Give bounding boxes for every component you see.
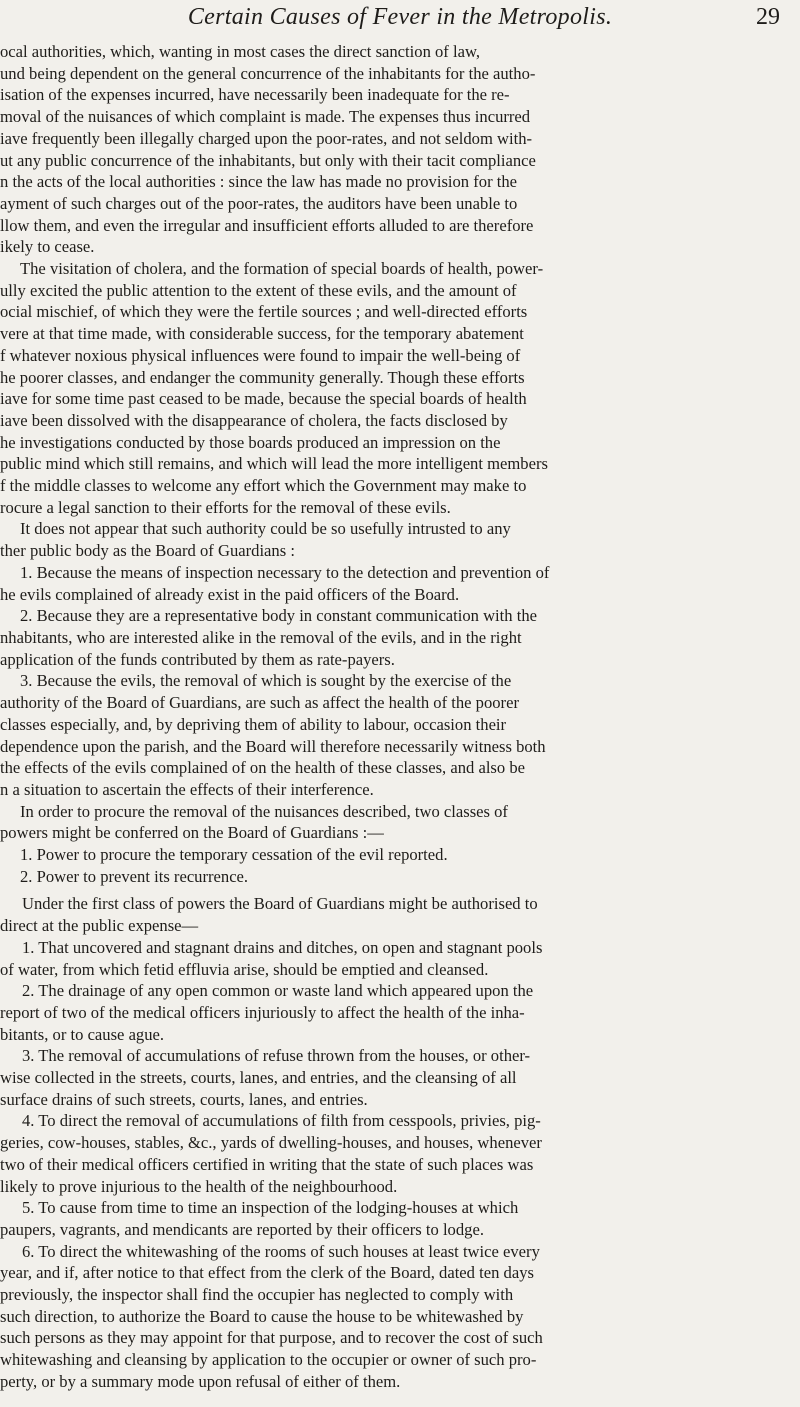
- text-line: 1. Power to procure the temporary cessation of the evil reported.: [20, 845, 448, 865]
- text-line: Under the first class of powers the Board of Guardians might be authorised to: [22, 894, 538, 914]
- text-line: classes especially, and, by depriving them of ability to labour, occasion their: [0, 714, 507, 734]
- text-line: year, and if, after notice to that effect from the clerk of the Board, dated ten days: [0, 1263, 534, 1283]
- paragraph: [0, 41, 785, 258]
- text-line: dependence upon the parish, and the Board will therefore necessarily witness both: [0, 736, 546, 756]
- text-line: 3. Because the evils, the removal of which is sought by the exercise of the: [20, 671, 512, 691]
- text-line: likely to prove injurious to the health of the neighbourhood.: [0, 1176, 398, 1196]
- text-line: iave frequently been illegally charged upon the poor-rates, and not seldom with-: [0, 128, 533, 148]
- text-line: 3. The removal of accumulations of refuse thrown from the houses, or other-: [22, 1046, 531, 1066]
- text-line: moval of the nuisances of which complaint is made. The expenses thus incurred: [0, 107, 531, 127]
- paragraph: [0, 670, 785, 800]
- text-line: vere at that time made, with considerable success, for the temporary abatement: [0, 324, 524, 344]
- text-line: iave for some time past ceased to be made, because the special boards of health: [0, 389, 527, 409]
- text-line: two of their medical officers certified in writing that the state of such places was: [0, 1154, 534, 1174]
- paragraph: [0, 1110, 785, 1197]
- text-line: 2. Because they are a representative body in constant communication with the: [20, 606, 537, 626]
- text-line: In order to procure the removal of the nuisances described, two classes of: [20, 801, 508, 821]
- text-line: n the acts of the local authorities : since the law has made no provision for the: [0, 172, 518, 192]
- text-line: previously, the inspector shall find the occupier has neglected to comply with: [0, 1285, 514, 1305]
- text-line: n a situation to ascertain the effects of their interference.: [0, 779, 374, 799]
- text-line: ocial mischief, of which they were the fertile sources ; and well-directed efforts: [0, 302, 528, 322]
- paragraph: [0, 937, 785, 980]
- text-line: ther public body as the Board of Guardians :: [0, 541, 295, 561]
- text-line: the effects of the evils complained of on the health of these classes, and also be: [0, 758, 525, 778]
- paragraph: [0, 893, 785, 936]
- paragraph: [0, 801, 785, 844]
- text-line: und being dependent on the general concurrence of the inhabitants for the autho-: [0, 63, 536, 83]
- text-line: ayment of such charges out of the poor-rates, the auditors have been unable to: [0, 193, 518, 213]
- text-line: isation of the expenses incurred, have necessarily been inadequate for the re-: [0, 85, 510, 105]
- paragraph: [0, 866, 785, 888]
- text-line: nhabitants, who are interested alike in the removal of the evils, and in the right: [0, 627, 522, 647]
- text-line: ocal authorities, which, wanting in most cases the direct sanction of law,: [0, 42, 481, 61]
- text-line: 4. To direct the removal of accumulations of filth from cesspools, privies, pig-: [22, 1111, 541, 1131]
- page-header: [0, 4, 800, 38]
- text-line: report of two of the medical officers injuriously to affect the health of the inha-: [0, 1002, 525, 1022]
- text-line: such persons as they may appoint for that purpose, and to recover the cost of such: [0, 1328, 543, 1348]
- text-line: rocure a legal sanction to their efforts for the removal of these evils.: [0, 497, 451, 517]
- text-line: f whatever noxious physical influences were found to impair the well-being of: [0, 345, 521, 365]
- text-line: geries, cow-houses, stables, &c., yards of dwelling-houses, and houses, whenever: [0, 1133, 542, 1153]
- text-line: of water, from which fetid effluvia arise, should be emptied and cleansed.: [0, 959, 489, 979]
- text-line: 5. To cause from time to time an inspection of the lodging-houses at which: [22, 1198, 519, 1218]
- text-line: whitewashing and cleansing by application to the occupier or owner of such pro-: [0, 1350, 537, 1370]
- text-line: f the middle classes to welcome any effort which the Government may make to: [0, 476, 527, 496]
- page-number: 29: [756, 4, 780, 30]
- text-line: ully excited the public attention to the extent of these evils, and the amount of: [0, 280, 517, 300]
- text-line: 6. To direct the whitewashing of the rooms of such houses at least twice every: [22, 1241, 540, 1261]
- text-line: such direction, to authorize the Board to cause the house to be whitewashed by: [0, 1306, 524, 1326]
- text-line: direct at the public expense—: [0, 916, 199, 936]
- paragraph: [0, 605, 785, 670]
- text-line: The visitation of cholera, and the formation of special boards of health, power-: [20, 259, 544, 279]
- running-title: Certain Causes of Fever in the Metropolis.: [187, 4, 613, 30]
- text-line: public mind which still remains, and which will lead the more intelligent members: [0, 454, 548, 474]
- text-line: ikely to cease.: [0, 237, 95, 257]
- text-line: llow them, and even the irregular and insufficient efforts alluded to are therefore: [0, 215, 534, 235]
- text-line: paupers, vagrants, and mendicants are reported by their officers to lodge.: [0, 1219, 484, 1239]
- text-line: he investigations conducted by those boards produced an impression on the: [0, 432, 501, 452]
- text-line: 2. The drainage of any open common or waste land which appeared upon the: [22, 981, 534, 1001]
- text-line: surface drains of such streets, courts, lanes, and entries.: [0, 1089, 368, 1109]
- text-line: ut any public concurrence of the inhabitants, but only with their tacit compliance: [0, 150, 536, 170]
- text-line: perty, or by a summary mode upon refusal of either of them.: [0, 1371, 401, 1391]
- paragraph: [0, 1241, 785, 1393]
- paragraph: [0, 562, 785, 605]
- paragraph: [0, 844, 785, 866]
- paragraph: [0, 980, 785, 1045]
- text-line: he evils complained of already exist in the paid officers of the Board.: [0, 584, 460, 604]
- text-line: wise collected in the streets, courts, lanes, and entries, and the cleansing of all: [0, 1068, 517, 1088]
- body-text: [0, 41, 785, 1393]
- paragraph: [0, 518, 785, 561]
- paragraph: [0, 258, 785, 518]
- text-line: application of the funds contributed by them as rate-payers.: [0, 649, 395, 669]
- text-line: he poorer classes, and endanger the community generally. Though these efforts: [0, 367, 525, 387]
- text-line: 1. That uncovered and stagnant drains and ditches, on open and stagnant pools: [22, 937, 543, 957]
- text-line: powers might be conferred on the Board of Guardians :—: [0, 823, 384, 843]
- text-line: It does not appear that such authority could be so usefully intrusted to any: [20, 519, 511, 539]
- text-line: bitants, or to cause ague.: [0, 1024, 165, 1044]
- paragraph: [0, 1197, 785, 1240]
- text-line: iave been dissolved with the disappearance of cholera, the facts disclosed by: [0, 410, 508, 430]
- text-line: 1. Because the means of inspection necessary to the detection and prevention of: [20, 562, 550, 582]
- text-line: authority of the Board of Guardians, are such as affect the health of the poorer: [0, 693, 519, 713]
- paragraph: [0, 1045, 785, 1110]
- text-line: 2. Power to prevent its recurrence.: [20, 866, 249, 886]
